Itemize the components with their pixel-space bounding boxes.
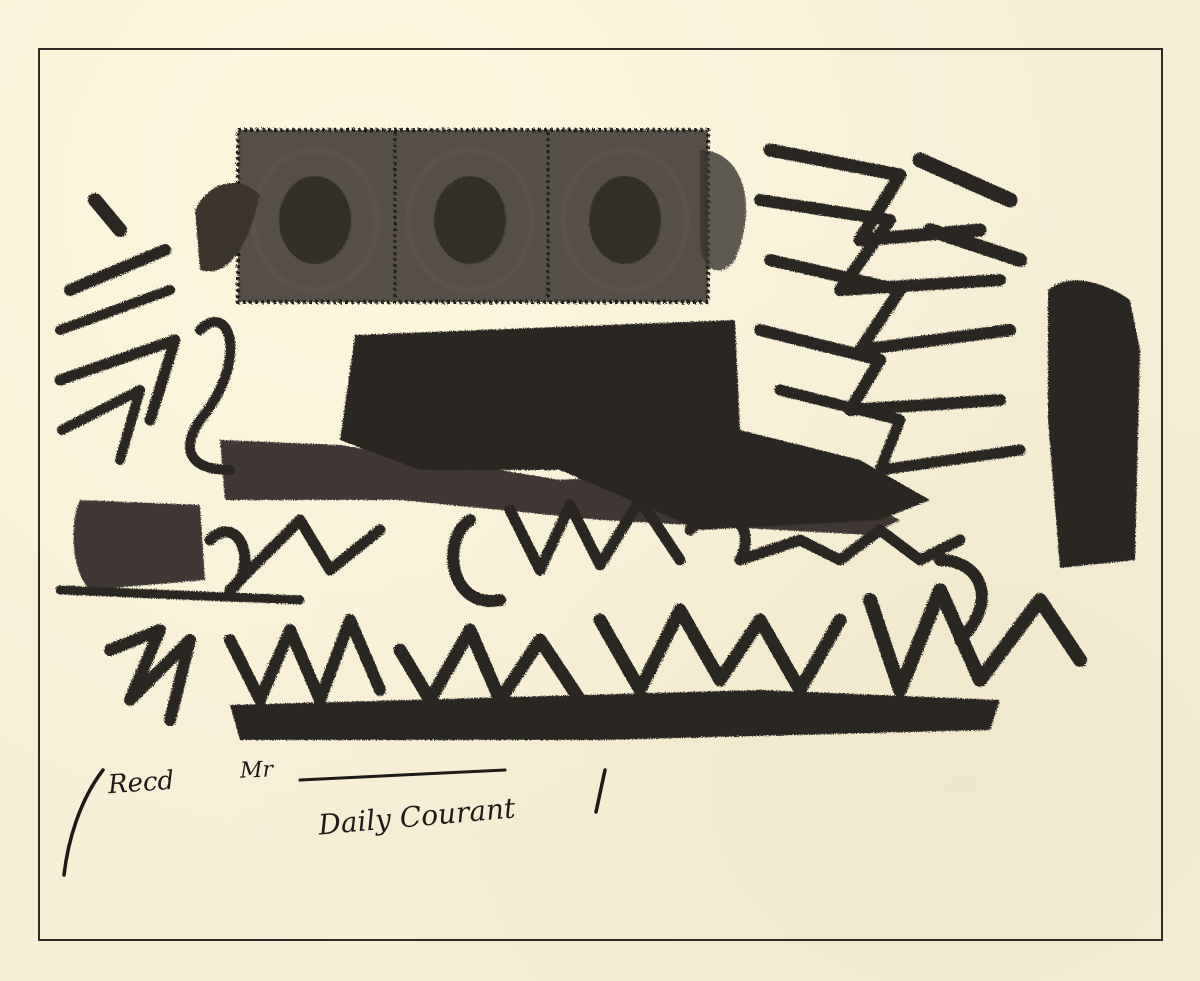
received-note: Recd (107, 765, 176, 801)
title-abbrev: Mr (239, 757, 274, 784)
postage-stamps (195, 130, 746, 302)
newspaper-name: Daily Courant (316, 791, 517, 842)
endorsement-marks (64, 770, 605, 875)
